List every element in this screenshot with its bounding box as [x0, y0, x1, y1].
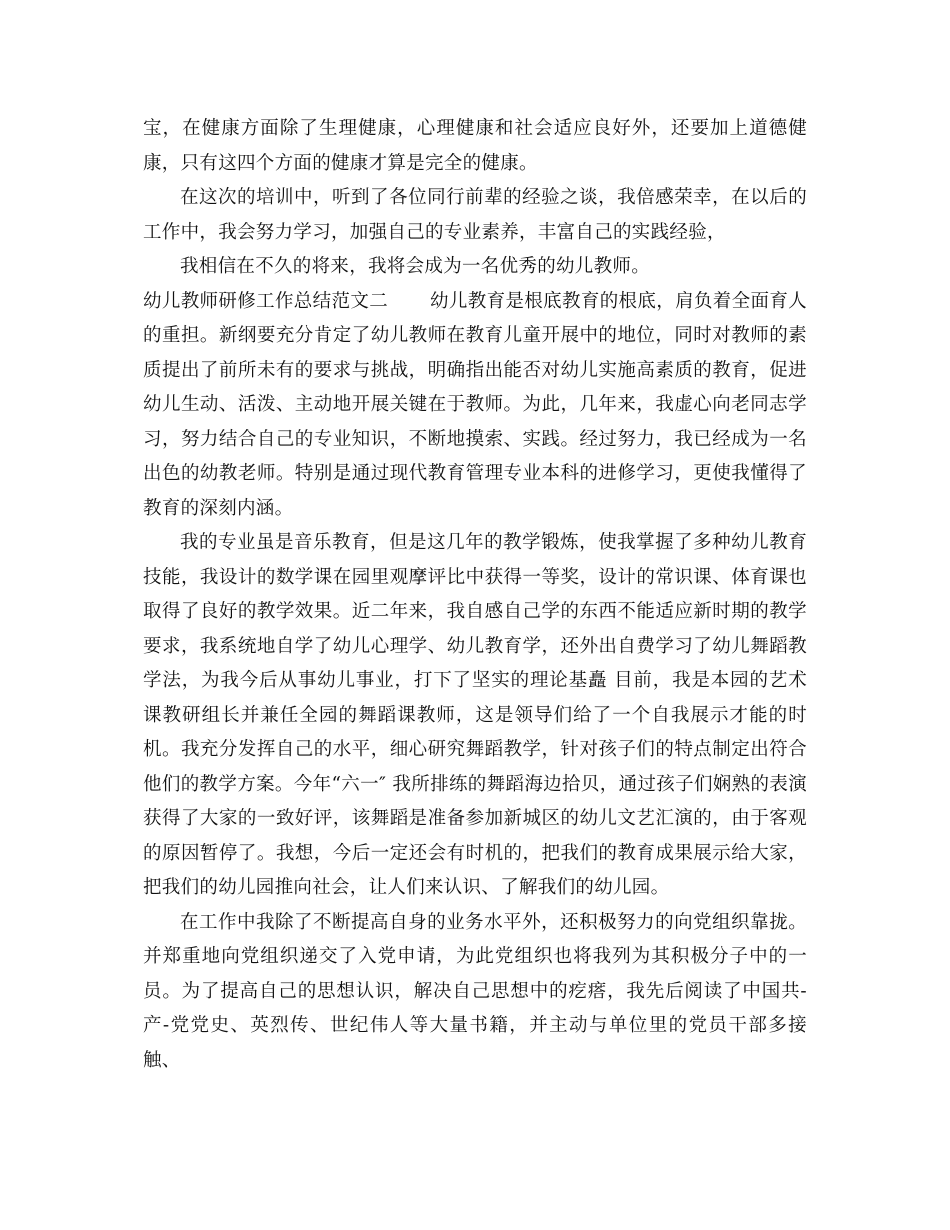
paragraph-party: 在工作中我除了不断提高自身的业务水平外，还积极努力的向党组织靠拢。并郑重地向党组织递交了入党申请，为此党组织也将我列为其积极分子中的一员。为了提高自己的思想认识，解决自己思想中的疙瘩，我先后阅读了中国共-产-党党史、英烈传、世纪伟人等大量书籍，并主动与单位里的党员干部多接触、 [143, 911, 807, 1071]
section-intro-paragraph [143, 285, 807, 527]
document-body [143, 112, 807, 1078]
section-title: 幼儿教师研修工作总结范文二 [143, 290, 389, 312]
paragraph-belief: 我相信在不久的将来，我将会成为一名优秀的幼儿教师。 [180, 256, 651, 277]
paragraph-music-education: 我的专业虽是音乐教育，但是这几年的教学锻炼，使我掌握了多种幼儿教育技能，我设计的数学课在园里观摩评比中获得一等奖，设计的常识课、体育课也取得了良好的教学效果。近二年来，我自感自己学的东西不能适应新时期的教学要求，我系统地自学了幼儿心理学、幼儿教育学，还外出自费学习了幼儿舞蹈教学法，为我今后从事幼儿事业，打下了坚实的理论基矗 目前，我是本园的艺术课教研组长并兼任全园的舞蹈课教师，这是领导们给了一个自我展示才能的时机。我充分发挥自己的水平，细心研究舞蹈教学，针对孩子们的特点制定出符合他们的教学方案。今年“六一″ 我所排练的舞蹈海边拾贝，通过孩子们娴熟的表演获得了大家的一致好评，该舞蹈是准备参加新城区的幼儿文艺汇演的，由于客观的原因暂停了。我想，今后一定还会有时机的，把我们的教育成果展示给大家，把我们的幼儿园推向社会，让人们来认识、了解我们的幼儿园。 [143, 532, 807, 898]
section-first-paragraph: 幼儿教育是根底教育的根底，肩负着全面育人的重担。新纲要充分肯定了幼儿教师在教育儿童开展中的地位，同时对教师的素质提出了前所未有的要求与挑战，明确指出能否对幼儿实施高素质的教育，促进幼儿生动、活泼、主动地开展关键在于教师。为此，几年来，我虚心向老同志学习，努力结合自己的专业知识，不断地摸索、实践。经过努力，我已经成为一名出色的幼教老师。特别是通过现代教育管理专业本科的进修学习，更使我懂得了教育的深刻内涵。 [143, 290, 807, 519]
paragraph-training: 在这次的培训中，听到了各位同行前辈的经验之谈，我倍感荣幸，在以后的工作中，我会努力学习，加强自己的专业素养，丰富自己的实践经验， [143, 187, 807, 243]
paragraph-health: 宝，在健康方面除了生理健康，心理健康和社会适应良好外，还要加上道德健康，只有这四个方面的健康才算是完全的健康。 [143, 118, 807, 174]
